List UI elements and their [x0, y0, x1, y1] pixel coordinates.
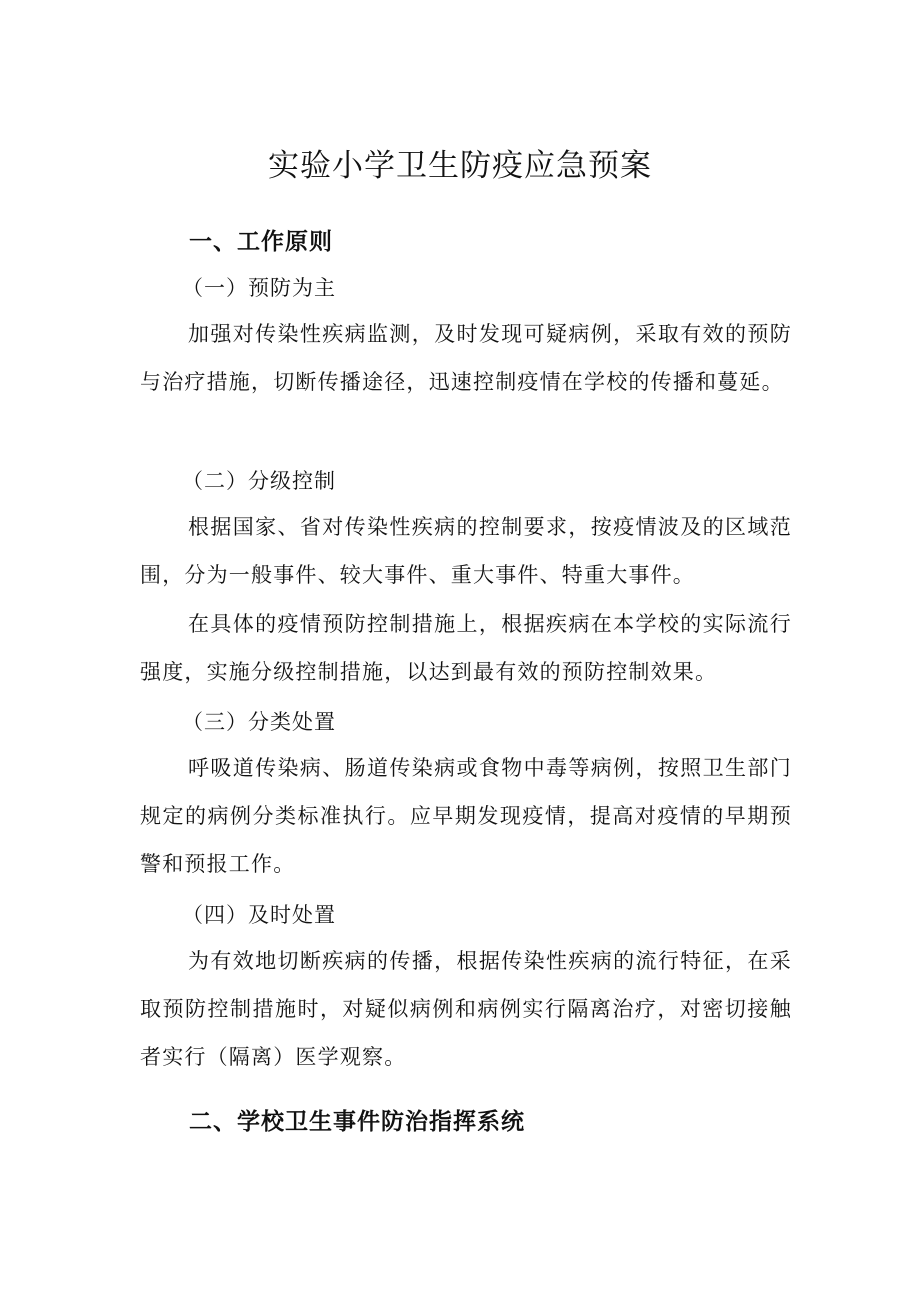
document-title: 实验小学卫生防疫应急预案	[268, 148, 652, 184]
paragraph-graded-control-2: 在具体的疫情预防控制措施上，根据疾病在本学校的实际流行强度，实施分级控制措施，以达到最有效的预防控制效果。	[140, 612, 792, 684]
section-heading-command-system: 二、学校卫生事件防治指挥系统	[189, 1109, 525, 1135]
paragraph-timely-handling: 为有效地切断疾病的传播，根据传染性疾病的流行特征，在采取预防控制措施时，对疑似病例和病例实行隔离治疗，对密切接触者实行（隔离）医学观察。	[140, 949, 792, 1069]
subheading-prevention: （一）预防为主	[182, 276, 336, 300]
paragraph-classified-handling: 呼吸道传染病、肠道传染病或食物中毒等病例，按照卫生部门规定的病例分类标准执行。应早期发现疫情，提高对疫情的早期预警和预报工作。	[140, 756, 792, 876]
subheading-graded-control: （二）分级控制	[182, 469, 336, 493]
subheading-classified-handling: （三）分类处置	[182, 710, 336, 734]
paragraph-graded-control-1: 根据国家、省对传染性疾病的控制要求，按疫情波及的区域范围，分为一般事件、较大事件、重大事件、特重大事件。	[140, 515, 792, 587]
paragraph-prevention: 加强对传染性疾病监测，及时发现可疑病例，采取有效的预防与治疗措施，切断传播途径，迅速控制疫情在学校的传播和蔓延。	[140, 322, 792, 394]
subheading-timely-handling: （四）及时处置	[182, 903, 336, 927]
section-heading-principles: 一、工作原则	[189, 229, 333, 255]
